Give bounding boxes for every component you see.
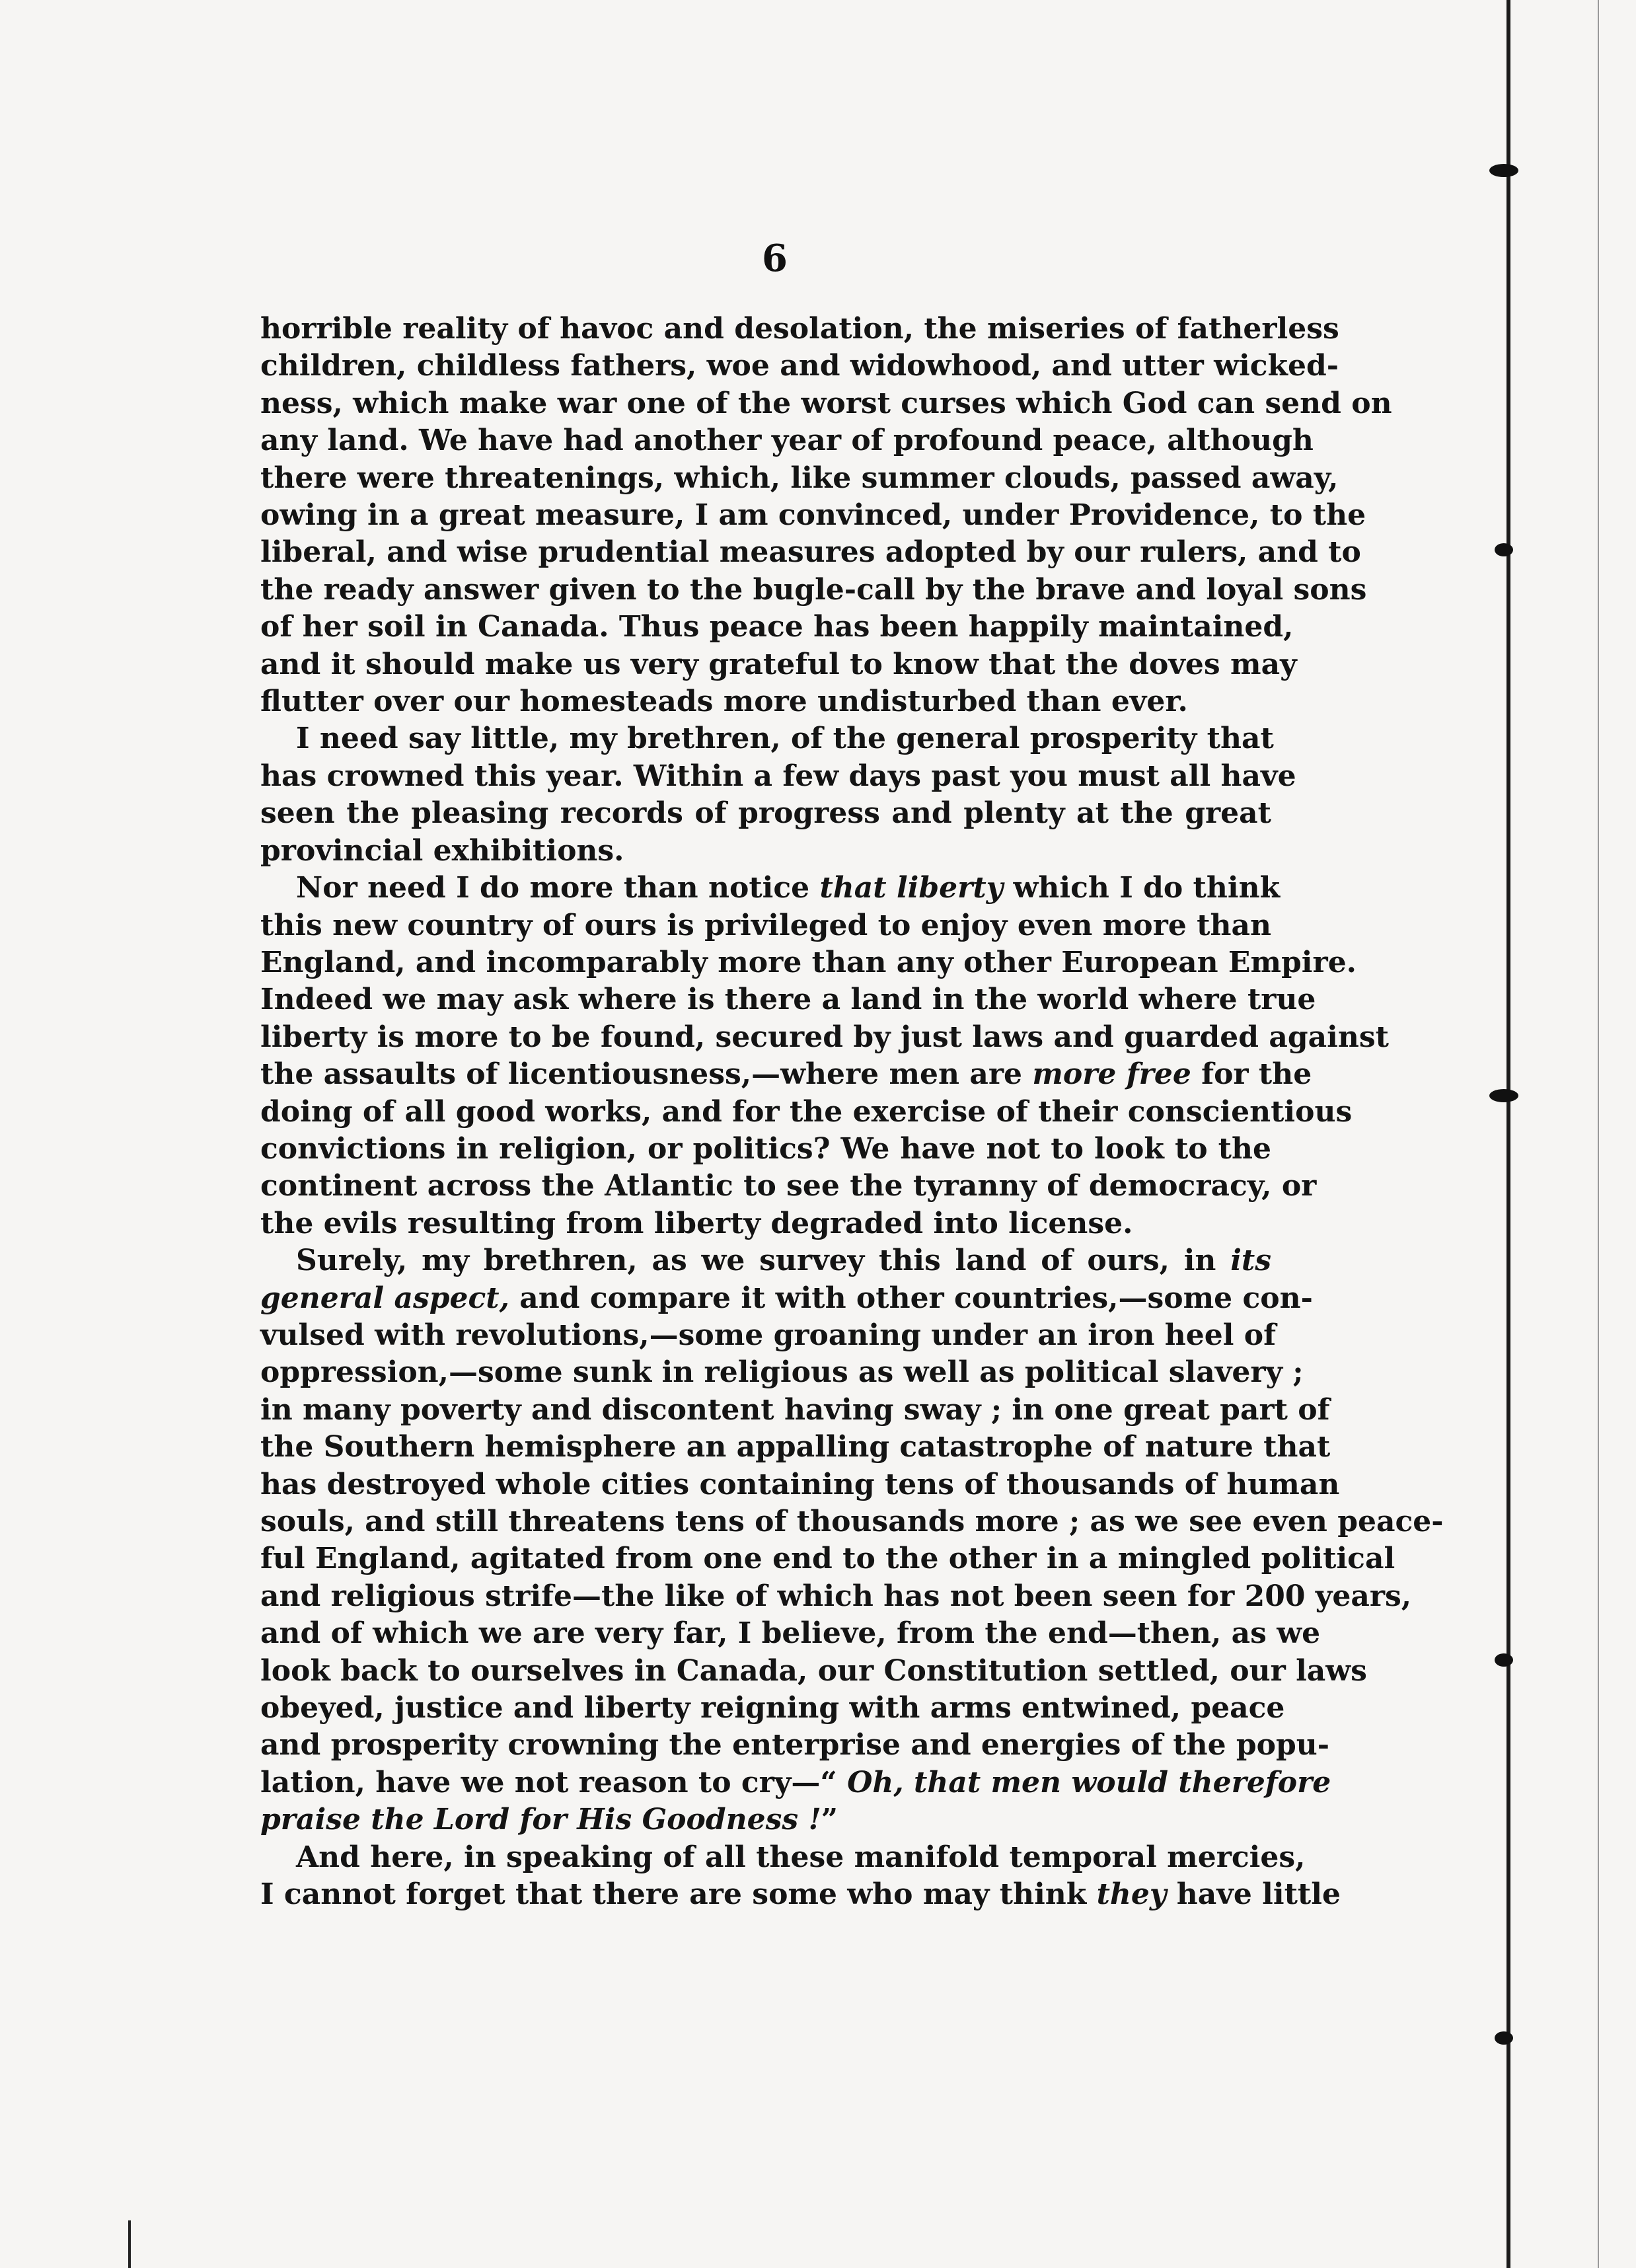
text-segment: oppression,—some sunk in religious as well as political slavery ; — [260, 1355, 1304, 1390]
text-line — [260, 1392, 1330, 1429]
text-line — [260, 870, 1281, 907]
text-line — [260, 1764, 1331, 1801]
text-line — [260, 534, 1361, 571]
text-line — [260, 1578, 1412, 1615]
page-outer-edge — [1598, 0, 1599, 2268]
italic-segment: Oh, that men would therefore — [847, 1765, 1331, 1799]
text-segment: for the — [1191, 1057, 1312, 1092]
text-segment: children, childless fathers, woe and widowhood, and utter wicked- — [260, 349, 1339, 383]
text-line — [260, 1801, 1271, 1838]
text-line — [260, 1690, 1285, 1727]
text-line — [260, 1317, 1277, 1354]
text-segment: and it should make us very grateful to know that the doves may — [260, 647, 1297, 681]
text-line — [260, 1466, 1340, 1503]
italic-segment: general aspect, — [260, 1281, 509, 1315]
text-line — [260, 795, 1271, 832]
text-line — [260, 348, 1339, 385]
text-segment: flutter over our homesteads more undisturbed than ever. — [260, 685, 1188, 719]
text-segment: continent across the Atlantic to see the tyranny of democracy, or — [260, 1169, 1317, 1203]
text-segment: and prosperity crowning the enterprise and energies of the popu- — [260, 1728, 1330, 1762]
italic-segment: its — [1230, 1244, 1271, 1278]
text-line — [260, 1615, 1321, 1652]
text-segment: have little — [1166, 1877, 1341, 1912]
text-segment: provincial exhibitions. — [260, 833, 624, 868]
text-segment: liberal, and wise prudential measures adopted by our rulers, and to — [260, 535, 1361, 570]
text-line — [260, 1242, 1271, 1279]
text-segment: the assaults of licentiousness,—where men are — [260, 1057, 1033, 1092]
text-segment: look back to ourselves in Canada, our Constitution settled, our laws — [260, 1653, 1367, 1688]
text-segment: vulsed with revolutions,—some groaning under an iron heel of — [260, 1318, 1277, 1352]
text-segment: Surely, my brethren, as we survey this land of ours, in — [296, 1244, 1231, 1278]
body-text — [260, 311, 1444, 1913]
text-line — [260, 1056, 1312, 1093]
text-line — [260, 1503, 1444, 1540]
text-line — [260, 758, 1296, 795]
text-line — [260, 1280, 1313, 1317]
text-segment: Indeed we may ask where is there a land in the world where true — [260, 983, 1316, 1017]
text-segment: liberty is more to be found, secured by just laws and guarded against — [260, 1020, 1389, 1054]
italic-segment: they — [1096, 1877, 1167, 1912]
text-segment: obeyed, justice and liberty reigning with arms entwined, peace — [260, 1691, 1285, 1725]
binding-mark — [1489, 1089, 1518, 1102]
text-segment: Nor need I do more than notice — [296, 871, 820, 905]
text-segment: owing in a great measure, I am convinced, under Providence, to the — [260, 498, 1366, 533]
text-line — [260, 646, 1297, 683]
text-line — [260, 981, 1316, 1018]
text-segment: I need say little, my brethren, of the general prosperity that — [296, 722, 1274, 756]
text-segment: England, and incomparably more than any other European Empire. — [260, 945, 1357, 979]
page-number: 6 — [762, 237, 788, 280]
italic-segment: that liberty — [819, 871, 1004, 905]
text-segment: convictions in religion, or politics? We have not to look to the — [260, 1131, 1271, 1166]
binding-mark — [1489, 164, 1518, 177]
text-line — [260, 422, 1314, 459]
text-segment: and of which we are very far, I believe, from the end—then, as we — [260, 1616, 1321, 1651]
text-segment: ” — [821, 1803, 838, 1837]
text-segment: has crowned this year. Within a few days past you must all have — [260, 759, 1296, 793]
text-line — [260, 720, 1274, 757]
page-binding-edge — [1506, 0, 1510, 2268]
binding-mark — [1495, 2031, 1513, 2045]
text-segment: I cannot forget that there are some who may think — [260, 1877, 1097, 1912]
text-line — [260, 1019, 1389, 1056]
text-segment: there were threatenings, which, like summer clouds, passed away, — [260, 461, 1339, 495]
italic-segment: more free — [1032, 1057, 1191, 1092]
text-segment: horrible reality of havoc and desolation, the miseries of fatherless — [260, 312, 1339, 346]
text-line — [260, 1727, 1330, 1764]
text-segment: of her soil in Canada. Thus peace has been happily maintained, — [260, 610, 1294, 644]
text-line — [260, 311, 1339, 348]
text-line — [260, 907, 1271, 944]
text-line — [260, 1168, 1317, 1205]
text-segment: And here, in speaking of all these manifold temporal mercies, — [296, 1840, 1306, 1874]
text-segment: ness, which make war one of the worst curses which God can send on — [260, 386, 1392, 420]
text-segment: lation, have we not reason to cry—“ — [260, 1765, 848, 1799]
text-segment: this new country of ours is privileged to enjoy even more than — [260, 908, 1271, 942]
text-segment: doing of all good works, and for the exercise of their conscientious — [260, 1094, 1353, 1129]
text-segment: the Southern hemisphere an appalling catastrophe of nature that — [260, 1430, 1331, 1464]
text-line — [260, 572, 1367, 609]
text-line — [260, 460, 1339, 497]
binding-mark — [1495, 1653, 1513, 1667]
binding-mark — [1495, 543, 1513, 556]
text-line — [260, 944, 1357, 981]
text-line — [260, 1540, 1395, 1577]
text-line — [260, 833, 1271, 870]
text-segment: and religious strife—the like of which has not been seen for 200 years, — [260, 1579, 1412, 1613]
text-line — [260, 1094, 1353, 1131]
text-segment: any land. We have had another year of profound peace, although — [260, 424, 1314, 458]
text-segment: souls, and still threatens tens of thousands more ; as we see even peace- — [260, 1505, 1444, 1538]
text-line — [260, 683, 1271, 720]
text-segment: in many poverty and discontent having sway ; in one great part of — [260, 1392, 1330, 1427]
text-segment: which I do think — [1003, 871, 1281, 905]
text-line — [260, 1839, 1306, 1876]
italic-segment: praise the Lord for His Goodness ! — [260, 1803, 821, 1837]
text-segment: and compare it with other countries,—some con- — [509, 1281, 1313, 1315]
text-line — [260, 1429, 1331, 1466]
text-segment: ful England, agitated from one end to the other in a mingled political — [260, 1542, 1395, 1576]
text-line — [260, 497, 1366, 534]
text-segment: seen the pleasing records of progress and plenty at the great — [260, 796, 1271, 831]
text-line — [260, 1354, 1304, 1391]
text-line — [260, 1205, 1271, 1242]
text-segment: the evils resulting from liberty degraded into license. — [260, 1206, 1133, 1240]
text-line — [260, 1131, 1271, 1168]
text-line — [260, 1876, 1341, 1913]
text-segment: the ready answer given to the bugle-call by the brave and loyal sons — [260, 572, 1367, 607]
scan-edge-mark — [128, 2220, 131, 2268]
text-line — [260, 609, 1294, 646]
text-segment: has destroyed whole cities containing tens of thousands of human — [260, 1467, 1340, 1501]
text-line — [260, 1653, 1367, 1690]
text-line — [260, 385, 1392, 422]
